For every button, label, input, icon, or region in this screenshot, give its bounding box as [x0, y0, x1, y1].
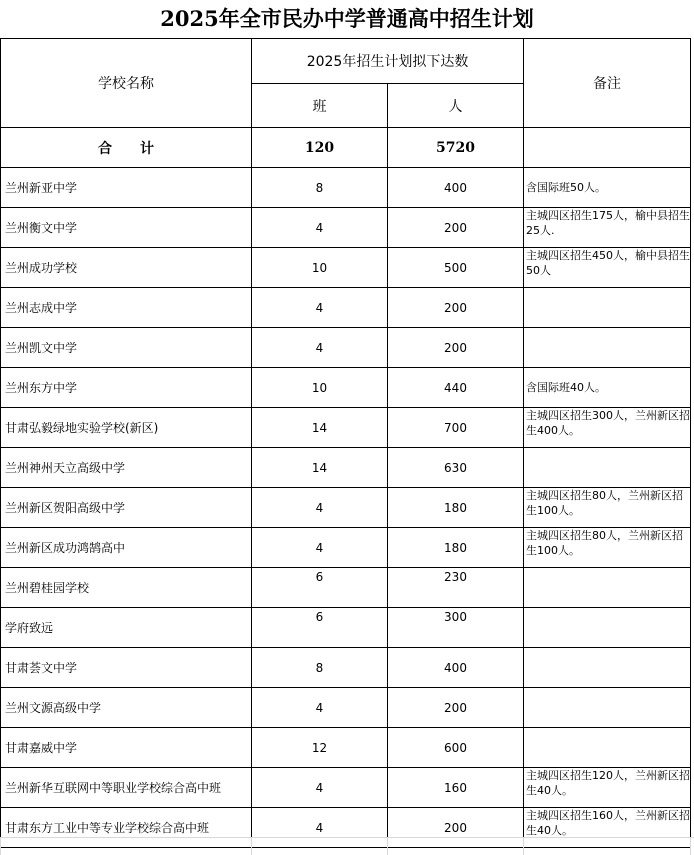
student-count: 630: [388, 448, 524, 488]
table-row: [1, 568, 691, 608]
school-name: 兰州成功学校: [1, 248, 252, 288]
school-name: 兰州新区成功鸿鹄高中: [1, 528, 252, 568]
school-name: 甘肃弘毅绿地实验学校(新区): [1, 408, 252, 448]
table-row: [1, 728, 691, 768]
class-count: 10: [252, 368, 388, 408]
table-row: [1, 528, 691, 568]
remark: [524, 608, 691, 648]
student-count: 180: [388, 528, 524, 568]
header-people: 人: [388, 84, 524, 128]
student-count: 700: [388, 408, 524, 448]
remark: 含国际班50人。: [524, 168, 691, 208]
student-count: 500: [388, 248, 524, 288]
remark: [524, 648, 691, 688]
school-name: 兰州凯文中学: [1, 328, 252, 368]
class-count: 4: [252, 688, 388, 728]
remark: 主城四区招生80人，兰州新区招生100人。: [524, 488, 691, 528]
student-count: 230: [388, 568, 524, 608]
remark: [524, 448, 691, 488]
school-name: 甘肃荟文中学: [1, 648, 252, 688]
class-count: 8: [252, 648, 388, 688]
total-classes: 120: [252, 128, 388, 168]
spreadsheet-grid-edge: [0, 837, 694, 855]
class-count: 6: [252, 608, 388, 648]
total-label: 合 计: [1, 128, 252, 168]
remark: 主城四区招生300人，兰州新区招生400人。: [524, 408, 691, 448]
remark: 主城四区招生450人，榆中县招生50人: [524, 248, 691, 288]
student-count: 200: [388, 808, 524, 848]
student-count: 200: [388, 688, 524, 728]
table-row: [1, 488, 691, 528]
enrollment-plan-table: [0, 38, 691, 848]
student-count: 400: [388, 648, 524, 688]
remark: 主城四区招生160人，兰州新区招生40人。: [524, 808, 691, 848]
table-row: [1, 448, 691, 488]
class-count: 4: [252, 328, 388, 368]
school-name: 甘肃东方工业中等专业学校综合高中班: [1, 808, 252, 848]
table-row: [1, 208, 691, 248]
class-count: 4: [252, 528, 388, 568]
class-count: 4: [252, 768, 388, 808]
school-name: 学府致远: [1, 608, 252, 648]
student-count: 200: [388, 328, 524, 368]
class-count: 14: [252, 408, 388, 448]
school-name: 兰州新华互联网中等职业学校综合高中班: [1, 768, 252, 808]
table-row: [1, 408, 691, 448]
class-count: 10: [252, 248, 388, 288]
remark: 主城四区招生120人，兰州新区招生40人。: [524, 768, 691, 808]
table-row: [1, 688, 691, 728]
school-name: 兰州东方中学: [1, 368, 252, 408]
total-row: [1, 128, 691, 168]
student-count: 440: [388, 368, 524, 408]
student-count: 200: [388, 288, 524, 328]
student-count: 400: [388, 168, 524, 208]
class-count: 8: [252, 168, 388, 208]
remark: 主城四区招生175人，榆中县招生25人.: [524, 208, 691, 248]
table-row: [1, 288, 691, 328]
student-count: 180: [388, 488, 524, 528]
remark: [524, 688, 691, 728]
table-row: [1, 608, 691, 648]
table-row: [1, 368, 691, 408]
class-count: 4: [252, 288, 388, 328]
remark: [524, 288, 691, 328]
school-name: 兰州新亚中学: [1, 168, 252, 208]
student-count: 300: [388, 608, 524, 648]
header-school-name: 学校名称: [1, 39, 252, 128]
header-classes: 班: [252, 84, 388, 128]
school-name: 兰州新区贺阳高级中学: [1, 488, 252, 528]
table-row: [1, 768, 691, 808]
table-row: [1, 248, 691, 288]
school-name: 兰州衡文中学: [1, 208, 252, 248]
school-name: 兰州神州天立高级中学: [1, 448, 252, 488]
header-remarks: 备注: [524, 39, 691, 128]
remark: [524, 568, 691, 608]
remark: 主城四区招生80人，兰州新区招生100人。: [524, 528, 691, 568]
school-name: 兰州文源高级中学: [1, 688, 252, 728]
remark: [524, 328, 691, 368]
table-row: [1, 168, 691, 208]
document-title: 2025年全市民办中学普通高中招生计划: [160, 6, 534, 31]
student-count: 160: [388, 768, 524, 808]
class-count: 4: [252, 808, 388, 848]
school-rows: [1, 168, 691, 848]
total-note: [524, 128, 691, 168]
table-row: [1, 648, 691, 688]
remark: [524, 728, 691, 768]
class-count: 12: [252, 728, 388, 768]
school-name: 兰州志成中学: [1, 288, 252, 328]
class-count: 4: [252, 208, 388, 248]
school-name: 兰州碧桂园学校: [1, 568, 252, 608]
total-people: 5720: [388, 128, 524, 168]
table-row: [1, 328, 691, 368]
school-name: 甘肃嘉威中学: [1, 728, 252, 768]
class-count: 4: [252, 488, 388, 528]
header-plan-group: 2025年招生计划拟下达数: [252, 39, 524, 84]
remark: 含国际班40人。: [524, 368, 691, 408]
class-count: 14: [252, 448, 388, 488]
student-count: 200: [388, 208, 524, 248]
student-count: 600: [388, 728, 524, 768]
class-count: 6: [252, 568, 388, 608]
